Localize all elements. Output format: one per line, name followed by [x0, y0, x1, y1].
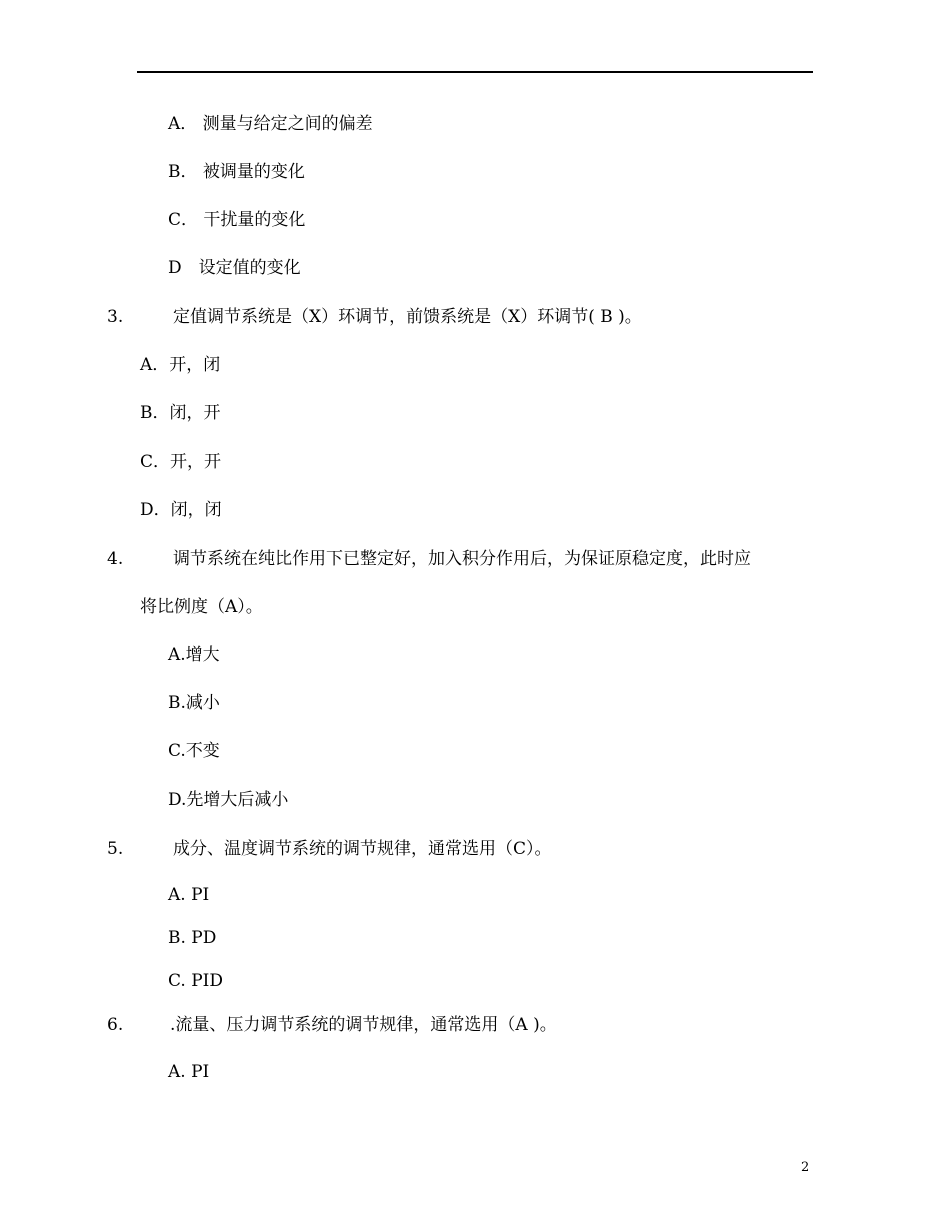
q5-option-b: B. PD: [168, 928, 217, 948]
q3-option-d: D．闭，闭: [140, 500, 222, 520]
q6-text: .流量、压力调节系统的调节规律，通常选用（A )。: [170, 1015, 557, 1035]
q6-number: 6.: [107, 1015, 124, 1035]
q4-option-d: D.先增大后减小: [168, 790, 289, 810]
q4-text-line2: 将比例度（A）。: [140, 597, 263, 617]
q3-number: 3.: [107, 307, 124, 327]
header-rule: [137, 71, 813, 73]
q4-text-line1: 调节系统在纯比作用下已整定好，加入积分作用后，为保证原稳定度，此时应: [173, 549, 751, 569]
q5-number: 5.: [107, 839, 124, 859]
page-number: 2: [801, 1160, 810, 1175]
q2-option-a: A． 测量与给定之间的偏差: [168, 114, 373, 134]
q3-option-b: B．闭，开: [140, 403, 221, 423]
q3-option-c: C．开，开: [140, 452, 222, 472]
q4-option-c: C.不变: [168, 741, 220, 761]
q3-option-a: A．开，闭: [140, 355, 221, 375]
q5-option-a: A. PI: [168, 885, 210, 905]
q4-option-a: A.增大: [168, 645, 220, 665]
q2-option-c: C． 干扰量的变化: [168, 210, 306, 230]
q2-option-b: B． 被调量的变化: [168, 162, 305, 182]
q3-text: 定值调节系统是（X）环调节，前馈系统是（X）环调节( B )。: [173, 307, 642, 327]
q5-text: 成分、温度调节系统的调节规律，通常选用（C）。: [173, 839, 552, 859]
q4-number: 4.: [107, 549, 124, 569]
q5-option-c: C. PID: [168, 971, 223, 991]
q4-option-b: B.减小: [168, 693, 220, 713]
q6-option-a: A. PI: [168, 1062, 210, 1082]
q2-option-d: D 设定值的变化: [168, 258, 301, 278]
